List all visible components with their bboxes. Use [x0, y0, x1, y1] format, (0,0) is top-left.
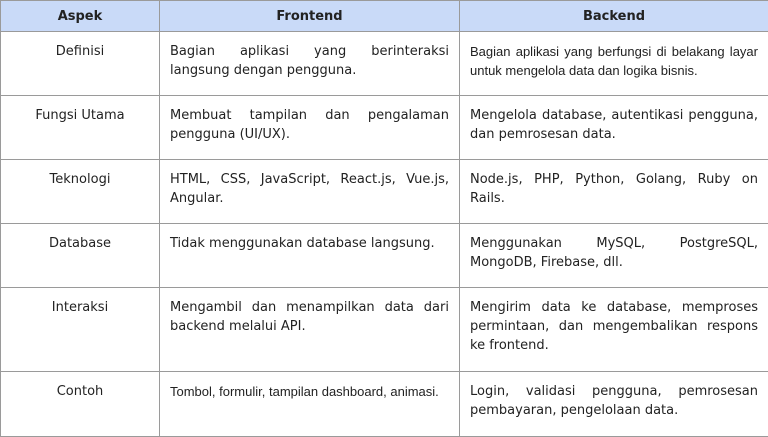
aspek-cell: Definisi — [1, 32, 160, 96]
backend-cell: Login, validasi pengguna, pemrosesan pembayaran, pengelolaan data. — [460, 372, 768, 437]
frontend-cell: Tombol, formulir, tampilan dashboard, animasi. — [160, 372, 460, 437]
table-header-row — [1, 1, 768, 32]
backend-cell: Mengelola database, autentikasi pengguna, dan pemrosesan data. — [460, 96, 768, 160]
frontend-cell: Membuat tampilan dan pengalaman pengguna (UI/UX). — [160, 96, 460, 160]
backend-cell: Node.js, PHP, Python, Golang, Ruby on Rails. — [460, 160, 768, 224]
frontend-cell: Mengambil dan menampilkan data dari backend melalui API. — [160, 288, 460, 372]
table-row — [1, 160, 768, 224]
header-aspek: Aspek — [1, 1, 160, 32]
table-row — [1, 96, 768, 160]
frontend-cell: HTML, CSS, JavaScript, React.js, Vue.js, Angular. — [160, 160, 460, 224]
header-frontend: Frontend — [160, 1, 460, 32]
frontend-cell: Tidak menggunakan database langsung. — [160, 224, 460, 288]
header-backend: Backend — [460, 1, 768, 32]
table-row — [1, 288, 768, 372]
table-row — [1, 224, 768, 288]
table-row — [1, 32, 768, 96]
aspek-cell: Fungsi Utama — [1, 96, 160, 160]
aspek-cell: Interaksi — [1, 288, 160, 372]
backend-cell: Bagian aplikasi yang berfungsi di belakang layar untuk mengelola data dan logika bisnis. — [460, 32, 768, 96]
aspek-cell: Database — [1, 224, 160, 288]
table-row — [1, 372, 768, 437]
aspek-cell: Contoh — [1, 372, 160, 437]
backend-cell: Menggunakan MySQL, PostgreSQL, MongoDB, Firebase, dll. — [460, 224, 768, 288]
backend-cell: Mengirim data ke database, memproses permintaan, dan mengembalikan respons ke frontend. — [460, 288, 768, 372]
aspek-cell: Teknologi — [1, 160, 160, 224]
frontend-cell: Bagian aplikasi yang berinteraksi langsung dengan pengguna. — [160, 32, 460, 96]
